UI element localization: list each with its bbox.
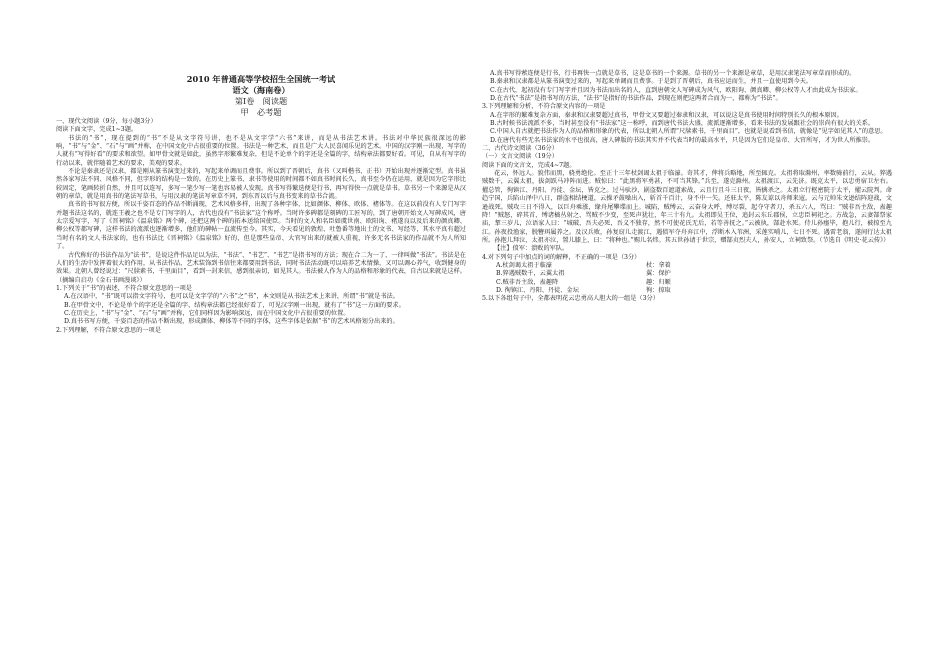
option-text: D.在古代“书法”是指书写的方法，“法书”是指好的书法作品，到现在则把这两者合而为一，都称为“书法”。 [490,95,782,103]
question-line: 二、古代诗文阅读（36分） [482,145,558,153]
option-text: D.真书书写方便，千姿百态的作品不断出现，形成颜体、柳体等不同的字体，这些字体是依据“书”的艺术风格划分出来的。 [64,318,399,326]
choice-gloss: 翼：保护 [646,270,671,278]
option-text: A.在汉语中，“书”既可以指文字符号，也可以是文字学的“六书”之“书”，本文则是从书法艺术上来讲，所谓“书”就是书法。 [64,293,399,301]
volume-title: 第Ⅰ卷 阅读题 [234,96,288,106]
option-text: B.秦隶和汉隶都是从篆书演变过来的，写起来单调而且费事。于是到了晋朝后，真书应运而生，并且一直使用到今天。 [490,78,813,86]
choice-sentence: C.贼非吾主敌，盍趣降 [496,278,559,286]
right-column [482,70,892,304]
choice-sentence: B.猝遇贼数千，云翼太祖 [496,270,565,278]
option-text: C.在古代，起初没有专门写字并且因为书法而出名的人，直到唐朝文人写碑成为风气，欧阳询、颜真卿、柳公权等人才由此成为书法家。 [490,86,862,94]
body-paragraph: 花云，怀远人。貌伟而黑，骁勇绝伦。至正十三年杖剑谒太祖于临濠。奇其才，俾将兵略地，所至辄克。太祖将取滁州，率数骑前行，云从。猝遇贼数千，云翼太祖，拔剑跃马冲阵而进。贼惊曰：“此黑将军勇甚，不可当其锋。”兵至，遂克滁州。太祖渡江，云先济。既克太平，以忠勇宿卫左右。擢总管，徇镇江、丹阳、丹徒、金坛，皆克之。过马驮沙，剧盗数百遮道索战，云且行且斗三日夜，皆擒杀之。太祖立行枢密院于太平，擢云院判。命趋宁国，兵陷山泽中八日，群盗相结梗道，云操矛鼓噪出入，斩首千百计，身不中一矢。还驻太平，陈友谅以舟师来寇。云与元帅朱文逊结阵迎战，文逊战死。贼攻三日不得入，以巨舟乘涨，缘舟尾攀堞而上。城陷，贼缚云，云奋身大呼，缚尽裂，起夺守者刀，杀五六人，骂曰：“贼非吾主敌，盍趣降！”贼怒，碎其首，缚诸樯丛射之，骂贼不少变，至死声犹壮，年三十有九。太祖即吴王位，追封云东丘郡侯，立忠臣祠祀之。方战急，云妻郜祭家庙，挈三岁儿，泣语家人曰：“城破，吾夫必死，吾义不独存，然不可使花氏无后，若等善抚之。”云被执，郜赴水死。侍儿孙瘗毕，抱儿行，被掠至九江。孙夜投渔家，脱簪珥属养之。及汉兵败，孙复窃儿走渡江，遇偾军夺舟弃江中，浮断木入苇洲，采莲实哺儿，七日不死。遇雷老翁，遂间行达太祖所。孙抱儿拜泣，太祖亦泣，置儿膝上，曰：“将种也。”赐儿名炜。其五世孙请于世宗，赠郜贞烈夫人，孙安人，立祠致祭。（节选自《明史·花云传》） [482,170,892,244]
option-text: B.古时候书法流派不多，当时甚至没有“书法家”这一称呼，而到唐代书法大盛，流派逐渐增多，看来书法的发展跟社会的崇尚有很大的关系。 [490,120,875,128]
question-line: 3.下列理解和分析，不符合原文内容的一项是 [482,103,606,111]
question-line: 5.以下各组句子中，全都表明花云忠勇高人胆大的一组是（3分） [482,295,659,303]
option-text: A.真书写得萦连便是行书，行书再快一点就是草书，这是草书的一个来源。草书的另一个来源是章草，是用汉隶笔法写章草而形成的。 [490,70,856,77]
exam-title: 2010 年普通高等学校招生全国统一考试 [186,74,336,84]
exam-subject: 语文（海南卷） [232,85,290,95]
choice-sentence: A.杖剑谒太祖于临濠 [496,261,552,269]
answer-choice [482,262,892,270]
question-line: 阅读下面的文言文，完成4~7题。 [482,161,576,169]
answer-choice [482,270,892,278]
option-text: B.在甲骨文中，不论是单个的字还是全篇的字，结构章法都已经很好看了，可见汉字刚一出现，就有了“书”这一方面的要求。 [64,301,405,309]
choice-gloss: 趣：归顺 [646,278,671,286]
option-text: D.在唐代有些无名书法家的水平也很高，唐人碑版的书法其实并不代表当时的最高水平，只是因为它们是皇帝、大官所写，才为世人所推崇。 [490,136,875,144]
choice-gloss: 杖：拿着 [646,261,671,269]
body-paragraph: 书法的“书”，现在提到的“书”不是从文字符号讲，也不是从文字学“六书”来讲，而是从书法艺术讲。书法对中华民族很深远的影响，“书”与“金”、“石”与“画”并称，在中国文化中占很重要的位置。书法是一种艺术，而且是广大人民喜闻乐见的艺术。中国的汉字刚一出现，写字的人就有“写得好看”的要求和欲望。如甲骨文就是如此，虽然字形繁难复杂，但是不论单个的字还是全篇的字，结构章法都要好看。可见，自从有写字的行动以来，就伴随着艺术的要求，美观的要求。 [56,134,466,167]
body-paragraph: 真书的书写很方便，所以千姿百态的作品不断涌现，艺术风格多样，出现了各种字体，比如颜体、柳体、欧体、褚体等。在这以前没有人专门写字并题书法这名的，就连王羲之也不是专门写字的人，古代也没有“书法家”这个称呼。当时许多碑都是刻碑的工匠写的，到了唐朝开始文人写碑成风，唐太宗爱写字，写了《晋祠铭》《温泉铭》两个碑，还把这两个碑的拓本送给国使臣。当时的文人和名臣如虞世南、欧阳询、褚遂良以及后来的颜真卿、柳公权等都写碑，这样书法的流派也逐渐增多，他们的碑帖一直流传至今。其实，今天看见的敦煌、吐鲁番等地出土的文书、写经等，其水平真有超过当时有名的文人书法家的，也有书法比《晋祠铭》《温泉铭》好的，但是那些皇帝、大官写出来的就被人重视，许多无名书法家的作品就不为人所知了。 [56,201,466,251]
section-title: 甲 必考题 [240,107,282,117]
choice-sentence: D. 徇镇江、丹阳、丹徒、金坛 [496,286,579,294]
body-paragraph: 古代称好的书法作品为“法书”，是说这件作品足以为法，“书法”、“书艺”、“书艺”是指书写的方法；现在合二为一了，一律叫做“书法”。书法是在人们的生活中发挥着很大的作用，从书法作品、艺术装饰到书信往来都要用到书法，同时书法活动既可以培养艺术情操，又可以调心养气，收到健身的效果。北朝人曾经说过：“尺牍素书，千里面目”，看到一封来信，感到很亲切，如见其人。书法被人作为人的品格和形象的代表，自古以来就是这样。（摘编自启功《金石书画漫谈》） [56,251,466,284]
option-text: C.中国人自古就把书法作为人的品格和形象的代表，所以北朝人所谓“尺牍素书，千里面目”，也就是说看到书信，就像是“见字如见其人”的意思。 [490,128,887,136]
question-line: 阅读下面文字，完成1~3题。 [56,126,138,134]
left-column [56,0,466,335]
question-line: 4.对下列句子中加点的词的解释，不正确的一项是（3分） [482,253,641,261]
answer-choice [482,279,892,287]
question-line: 1.下列关于“书”的表述，不符合原文意思的一项是 [56,284,192,292]
body-paragraph: 【注】偾军：溃败的军队。 [494,245,569,253]
choice-gloss: 徇：掠取 [646,286,671,294]
question-line: 2.下列理解，不符合原文意思的一项是 [56,326,161,334]
question-line: （一）文言文阅读（19分） [482,153,558,161]
option-text: A.在字形的繁难复杂方面，秦隶和汉隶要超过真书，甲骨文又要超过秦隶和汉隶，可以说这是真书使用时间特别长久的根本原因。 [490,111,843,119]
question-line: 一、现代文阅读（9分，每小题3分） [56,118,157,125]
body-paragraph: 不论是秦隶还是汉隶，都是刚从篆书演变过来的，写起来单调而且费事。所以到了晋朝后，真书（又叫楷书、正书）开始出现并逐渐定型。真书虽然各家写法不同、风格不同，但字形的结构是一致的。在历史上篆书、隶书等使用的时间都不如真书时间长久，真书至今仍在运用，就是因为它字形比较固定，笔画转折自然，并且可以连写，多写一笔少写一笔也容易被人发现。真书写得繁迭便是行书，再写得快一点就是草书。草书另一个来源是从汉朝的章草，就是用真书的笔法写草书，与用汉隶的笔法写章草不同，到东晋以后与真书变来的草书合流。 [56,168,466,201]
option-text: C.在历史上，“书”与“金”、“石”与“画”并称，它们同样因为影响深远，而在中国文化中占很重要的位置。 [64,309,350,317]
